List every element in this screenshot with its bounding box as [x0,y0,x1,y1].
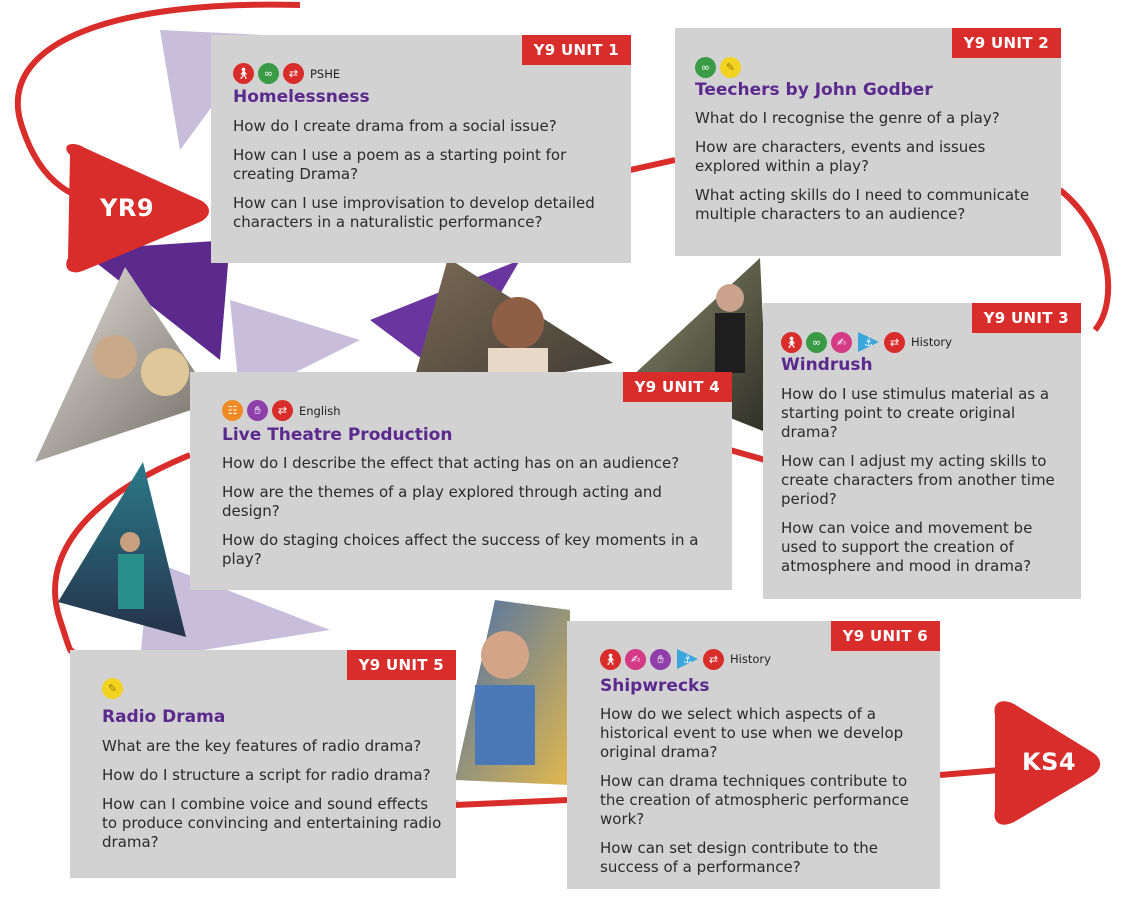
unit-title: Shipwrecks [600,676,710,696]
subject-label: History [911,335,952,349]
arrows-icon: ⇄ [283,63,304,84]
hand-icon: ✋︎ [247,400,268,421]
hand-icon: ✋︎ [650,649,671,670]
subject-icons [781,330,952,354]
route-line [940,770,1000,775]
subject-label: PSHE [310,66,341,81]
subject-icons [233,63,340,84]
unit-1-card [211,35,631,263]
question: How can set design contribute to the success of a performance? [600,839,878,876]
subject-icons [600,647,771,671]
unit-4-card [190,372,732,590]
link-icon: ∞ [695,57,716,78]
route-line [630,160,675,170]
unit-badge: Y9 UNIT 2 [952,28,1061,58]
unit-5-card [70,650,456,878]
arrows-icon: ⇄ [884,332,905,353]
unit-title: Teechers by John Godber [695,80,933,100]
route-line [455,800,568,805]
question: How can voice and movement be used to support the creation of atmosphere and mood in drama? [781,519,1033,575]
unit-3-card [763,303,1081,599]
unit-title: Live Theatre Production [222,425,453,445]
arrows-icon: ⇄ [272,400,293,421]
anchor-icon [675,647,699,671]
subject-label: English [299,403,341,418]
subject-label: History [730,652,771,666]
question-list [222,454,722,579]
person-icon: 🚶︎ [233,63,254,84]
question: What do I recognise the genre of a play? [695,109,1000,127]
question: How can I adjust my acting skills to create characters from another time period? [781,452,1055,508]
costume-actor-photo [58,462,188,637]
reading-student-photo [455,600,570,785]
question-list [781,385,1071,586]
question: How do I structure a script for radio drama? [102,766,431,784]
unit-badge: Y9 UNIT 5 [347,650,456,680]
svg-text:⚓: ⚓ [864,338,873,349]
question: How do I use stimulus material as a starting point to create original drama? [781,385,1050,441]
question-list [102,737,447,862]
unit-title: Radio Drama [102,707,226,727]
svg-text:⚓: ⚓ [683,655,692,666]
question: How can I combine voice and sound effects to produce convincing and entertaining radio drama? [102,795,442,851]
question-list [233,117,613,242]
subject-icons [222,400,341,421]
question: How do I create drama from a social issue? [233,117,557,135]
unit-badge: Y9 UNIT 3 [972,303,1081,333]
subject-icons [102,678,123,699]
unit-2-card [675,28,1061,256]
question: How can I use a poem as a starting point for creating Drama? [233,146,567,183]
unit-title: Homelessness [233,87,370,107]
unit-badge: Y9 UNIT 6 [831,621,940,651]
link-icon: ∞ [806,332,827,353]
question: What acting skills do I need to communicate multiple characters to an audience? [695,186,1030,223]
question: How are the themes of a play explored through acting and design? [222,483,662,520]
route-line [730,450,765,460]
pen-icon: ✎ [102,678,123,699]
unit-title: Windrush [781,355,873,375]
start-label: YR9 [100,194,155,222]
question: How can I use improvisation to develop detailed characters in a naturalistic performance? [233,194,595,231]
question: How do I describe the effect that acting has on an audience? [222,454,680,472]
pen-icon: ✎ [720,57,741,78]
question: How are characters, events and issues explored within a play? [695,138,986,175]
subject-icons [695,57,741,78]
arrows-icon: ⇄ [703,649,724,670]
script-icon: ✍ [625,649,646,670]
unit-badge: Y9 UNIT 1 [522,35,631,65]
question: How do staging choices affect the success of key moments in a play? [222,531,699,568]
link-icon: ∞ [258,63,279,84]
person-icon: 🚶︎ [600,649,621,670]
end-label: KS4 [1022,748,1077,776]
unit-6-card [567,621,940,889]
unit-badge: Y9 UNIT 4 [623,372,732,402]
theatre-seats-icon: ☷ [222,400,243,421]
script-icon: ✍ [831,332,852,353]
question: How can drama techniques contribute to the creation of atmospheric performance work? [600,772,909,828]
question: What are the key features of radio drama? [102,737,422,755]
question: How do we select which aspects of a historical event to use when we develop original drama? [600,705,904,761]
person-icon: 🚶︎ [781,332,802,353]
question-list [600,705,930,887]
anchor-icon [856,330,880,354]
question-list [695,109,1045,234]
